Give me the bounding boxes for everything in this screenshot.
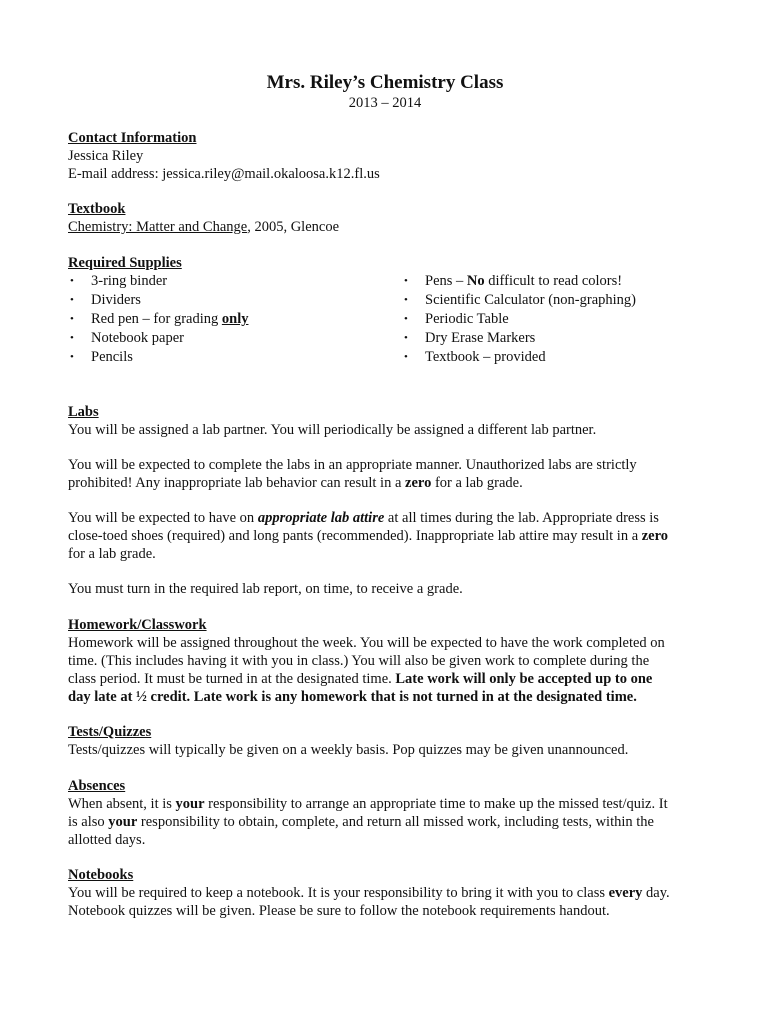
labs-paragraph-3: [68, 509, 708, 563]
supply-item-label: Notebook paper: [91, 330, 185, 346]
notebooks-text: You will be required to keep a notebook. It is your responsibility to bring it with you to class: [68, 885, 609, 901]
labs-paragraph-4: [68, 580, 708, 598]
supply-item-label: Pencils: [91, 349, 133, 365]
bullet-icon: •: [70, 351, 74, 363]
tests-heading: Tests/Quizzes: [68, 724, 152, 740]
textbook-citation: [68, 218, 708, 236]
supply-item-label: Dividers: [91, 292, 141, 308]
supply-item: [402, 310, 732, 329]
notebooks-emphasis: every: [608, 885, 643, 901]
absences-text: is also: [68, 814, 109, 830]
absences-text: responsibility to obtain, complete, and return all missed work, including tests, within the: [137, 814, 654, 830]
bullet-icon: •: [404, 275, 408, 287]
supply-item: [402, 329, 732, 348]
labs-section: [68, 403, 708, 439]
homework-section: [68, 616, 708, 706]
document-title: Mrs. Riley’s Chemistry Class: [266, 72, 504, 93]
supplies-list-right: [402, 272, 732, 367]
labs-line: for a lab grade.: [68, 546, 156, 562]
contact-heading: Contact Information: [68, 130, 197, 146]
homework-line: time. (This includes having it with you in class.) You will also be given work to complete during the: [68, 653, 650, 669]
bullet-icon: •: [404, 313, 408, 325]
supply-item: [402, 272, 732, 291]
homework-heading: Homework/Classwork: [68, 617, 207, 633]
notebooks-text: day.: [642, 885, 670, 901]
notebooks-line: Notebook quizzes will be given. Please be sure to follow the notebook requirements handout.: [68, 903, 610, 919]
supplies-list-left: [68, 272, 398, 367]
bullet-icon: •: [70, 294, 74, 306]
labs-text: prohibited! Any inappropriate lab behavior can result in a: [68, 475, 406, 491]
absences-emphasis: your: [108, 814, 138, 830]
labs-line: [68, 527, 708, 545]
supply-item-label: Red pen – for grading: [91, 311, 222, 327]
tests-section: [68, 723, 708, 759]
textbook-section: [68, 200, 708, 236]
bullet-icon: •: [70, 275, 74, 287]
notebooks-heading: Notebooks: [68, 867, 134, 883]
supply-item-label: Periodic Table: [425, 311, 509, 327]
homework-late-policy: day late at ½ credit. Late work is any homework that is not turned in at the designated time.: [68, 689, 637, 705]
absences-text: When absent, it is: [68, 796, 176, 812]
supply-item-label-rest: difficult to read colors!: [484, 273, 623, 289]
supplies-section: [68, 254, 708, 272]
labs-emphasis: zero: [405, 475, 432, 491]
homework-emphasis: Late work will only be accepted up to one: [395, 671, 653, 687]
labs-text: for a lab grade.: [431, 475, 523, 491]
supply-item: [68, 310, 398, 329]
notebooks-section: [68, 866, 708, 920]
supplies-heading: Required Supplies: [68, 255, 182, 271]
absences-section: [68, 777, 708, 849]
supply-item: [68, 329, 398, 348]
supply-item-label: Textbook – provided: [425, 349, 546, 365]
absences-heading: Absences: [68, 778, 126, 794]
textbook-title: Chemistry: Matter and Change: [68, 219, 248, 235]
supply-item-label: Dry Erase Markers: [425, 330, 536, 346]
bullet-icon: •: [404, 351, 408, 363]
textbook-heading: Textbook: [68, 201, 126, 217]
absences-line: [68, 813, 708, 831]
tests-line: Tests/quizzes will typically be given on a weekly basis. Pop quizzes may be given unannounced.: [68, 742, 629, 758]
supply-item: [68, 348, 398, 367]
contact-email: E-mail address: jessica.riley@mail.okaloosa.k12.fl.us: [68, 166, 380, 182]
labs-line: You must turn in the required lab report, on time, to receive a grade.: [68, 581, 463, 597]
contact-name: Jessica Riley: [68, 148, 144, 164]
absences-emphasis: your: [175, 796, 205, 812]
labs-line: [68, 509, 708, 527]
absences-line: allotted days.: [68, 832, 146, 848]
absences-text: responsibility to arrange an appropriate time to make up the missed test/quiz. It: [204, 796, 668, 812]
homework-line: Homework will be assigned throughout the week. You will be expected to have the work completed on: [68, 635, 665, 651]
textbook-publisher: , 2005, Glencoe: [247, 219, 340, 235]
school-year: 2013 – 2014: [348, 95, 422, 111]
contact-section: [68, 129, 708, 183]
labs-line: You will be expected to complete the labs in an appropriate manner. Unauthorized labs are strictly: [68, 457, 637, 473]
labs-emphasis: zero: [641, 528, 669, 544]
bullet-icon: •: [70, 332, 74, 344]
supply-item-label: 3-ring binder: [91, 273, 168, 289]
labs-emphasis: appropriate lab attire: [257, 510, 385, 526]
supply-item: [402, 291, 732, 310]
bullet-icon: •: [70, 313, 74, 325]
supply-item-emphasis: only: [221, 311, 249, 327]
supply-item: [68, 291, 398, 310]
labs-paragraph-2: [68, 456, 708, 492]
supply-item: [402, 348, 732, 367]
labs-text: at all times during the lab. Appropriate dress is: [384, 510, 659, 526]
supply-item: [68, 272, 398, 291]
bullet-icon: •: [404, 294, 408, 306]
supply-item-label: Scientific Calculator (non-graphing): [425, 292, 636, 308]
bullet-icon: •: [404, 332, 408, 344]
homework-line: [68, 670, 708, 688]
notebooks-line: [68, 884, 708, 902]
absences-line: [68, 795, 708, 813]
supply-item-label: Pens –: [425, 273, 467, 289]
supply-item-emphasis: No: [466, 273, 485, 289]
homework-text: class period. It must be turned in at the designated time.: [68, 671, 396, 687]
labs-text: You will be expected to have on: [68, 510, 258, 526]
labs-line: [68, 474, 708, 492]
labs-heading: Labs: [68, 404, 99, 420]
labs-paragraph-1: You will be assigned a lab partner. You will periodically be assigned a different lab partner.: [68, 422, 597, 438]
labs-text: close-toed shoes (required) and long pants (recommended). Inappropriate lab attire may result in a: [68, 528, 642, 544]
